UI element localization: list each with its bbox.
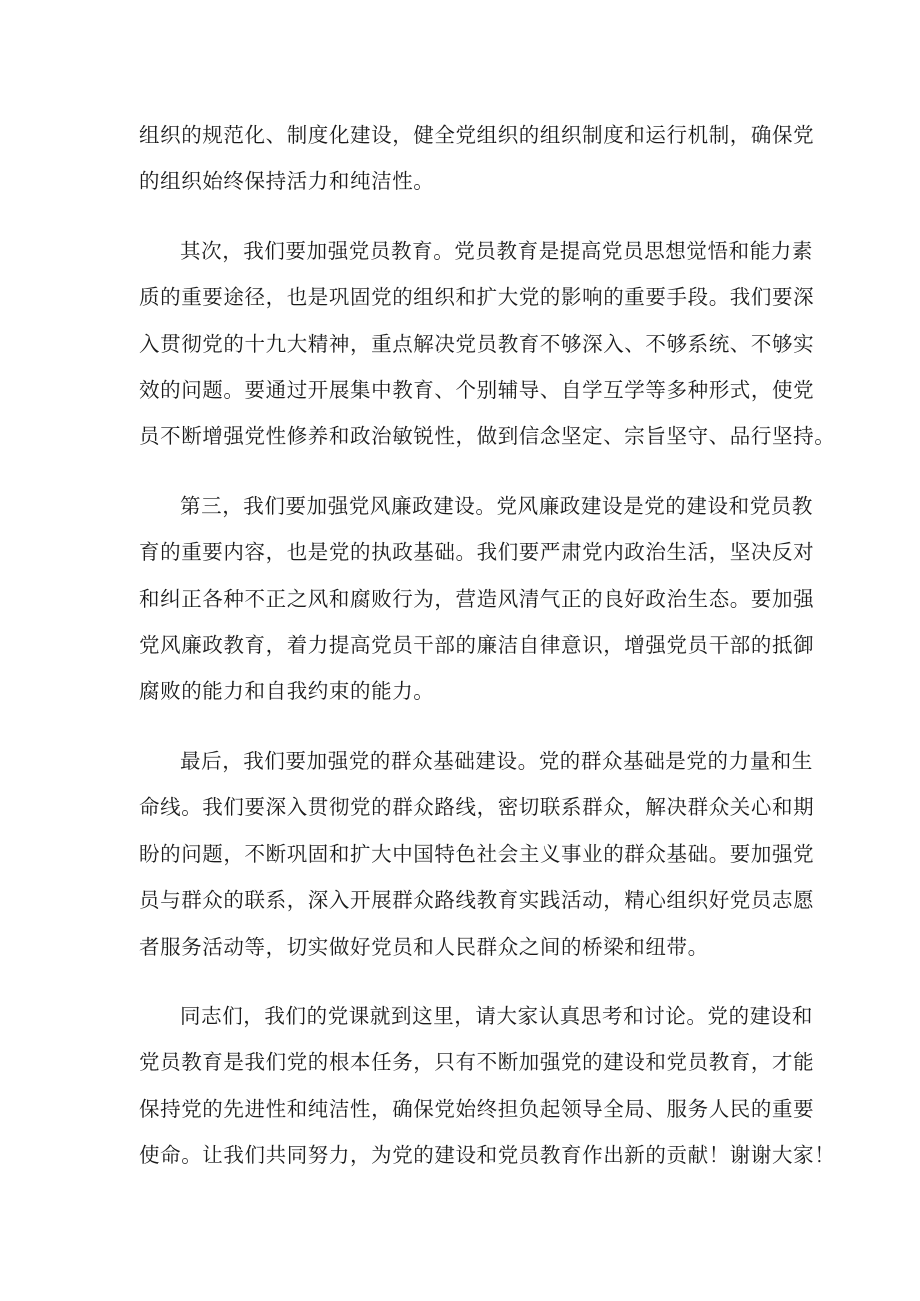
text-line: 和纠正各种不正之风和腐败行为，营造风清气正的良好政治生态。要加强 [139,586,815,611]
text-line: 党员教育是我们党的根本任务，只有不断加强党的建设和党员教育，才能 [139,1050,815,1075]
text-line: 员与群众的联系，深入开展群众路线教育实践活动，精心组织好党员志愿 [139,888,815,913]
paragraph-5 [139,993,836,1179]
paragraph-3 [139,483,815,715]
text-line: 其次，我们要加强党员教育。党员教育是提高党员思想觉悟和能力素 [180,238,813,263]
text-line: 最后，我们要加强党的群众基础建设。党的群众基础是党的力量和生 [180,748,813,773]
text-line: 腐败的能力和自我约束的能力。 [139,679,435,704]
paragraph-1 [139,112,815,205]
paragraph-4 [139,738,815,970]
text-line: 命线。我们要深入贯彻党的群众路线，密切联系群众，解决群众关心和期 [139,795,815,820]
text-line: 质的重要途径，也是巩固党的组织和扩大党的影响的重要手段。我们要深 [139,285,815,310]
text-line: 育的重要内容，也是党的执政基础。我们要严肃党内政治生活，坚决反对 [139,540,815,565]
text-line: 第三，我们要加强党风廉政建设。党风廉政建设是党的建设和党员教 [180,493,813,518]
text-line: 同志们，我们的党课就到这里，请大家认真思考和讨论。党的建设和 [180,1003,813,1028]
text-line: 效的问题。要通过开展集中教育、个别辅导、自学互学等多种形式，使党 [139,378,815,403]
text-line: 保持党的先进性和纯洁性，确保党始终担负起领导全局、服务人民的重要 [139,1096,815,1121]
text-line: 使命。让我们共同努力，为党的建设和党员教育作出新的贡献！谢谢大家！ [139,1143,836,1168]
text-line: 者服务活动等，切实做好党员和人民群众之间的桥梁和纽带。 [139,934,709,959]
text-line: 员不断增强党性修养和政治敏锐性，做到信念坚定、宗旨坚守、品行坚持。 [139,424,836,449]
document-body [139,112,836,1202]
text-line: 党风廉政教育，着力提高党员干部的廉洁自律意识，增强党员干部的抵御 [139,633,815,658]
paragraph-2 [139,228,836,460]
text-line: 组织的规范化、制度化建设，健全党组织的组织制度和运行机制，确保党 [139,123,815,147]
text-line: 的组织始终保持活力和纯洁性。 [139,169,435,194]
text-line: 盼的问题，不断巩固和扩大中国特色社会主义事业的群众基础。要加强党 [139,841,815,866]
text-line: 入贯彻党的十九大精神，重点解决党员教育不够深入、不够系统、不够实 [139,331,815,356]
